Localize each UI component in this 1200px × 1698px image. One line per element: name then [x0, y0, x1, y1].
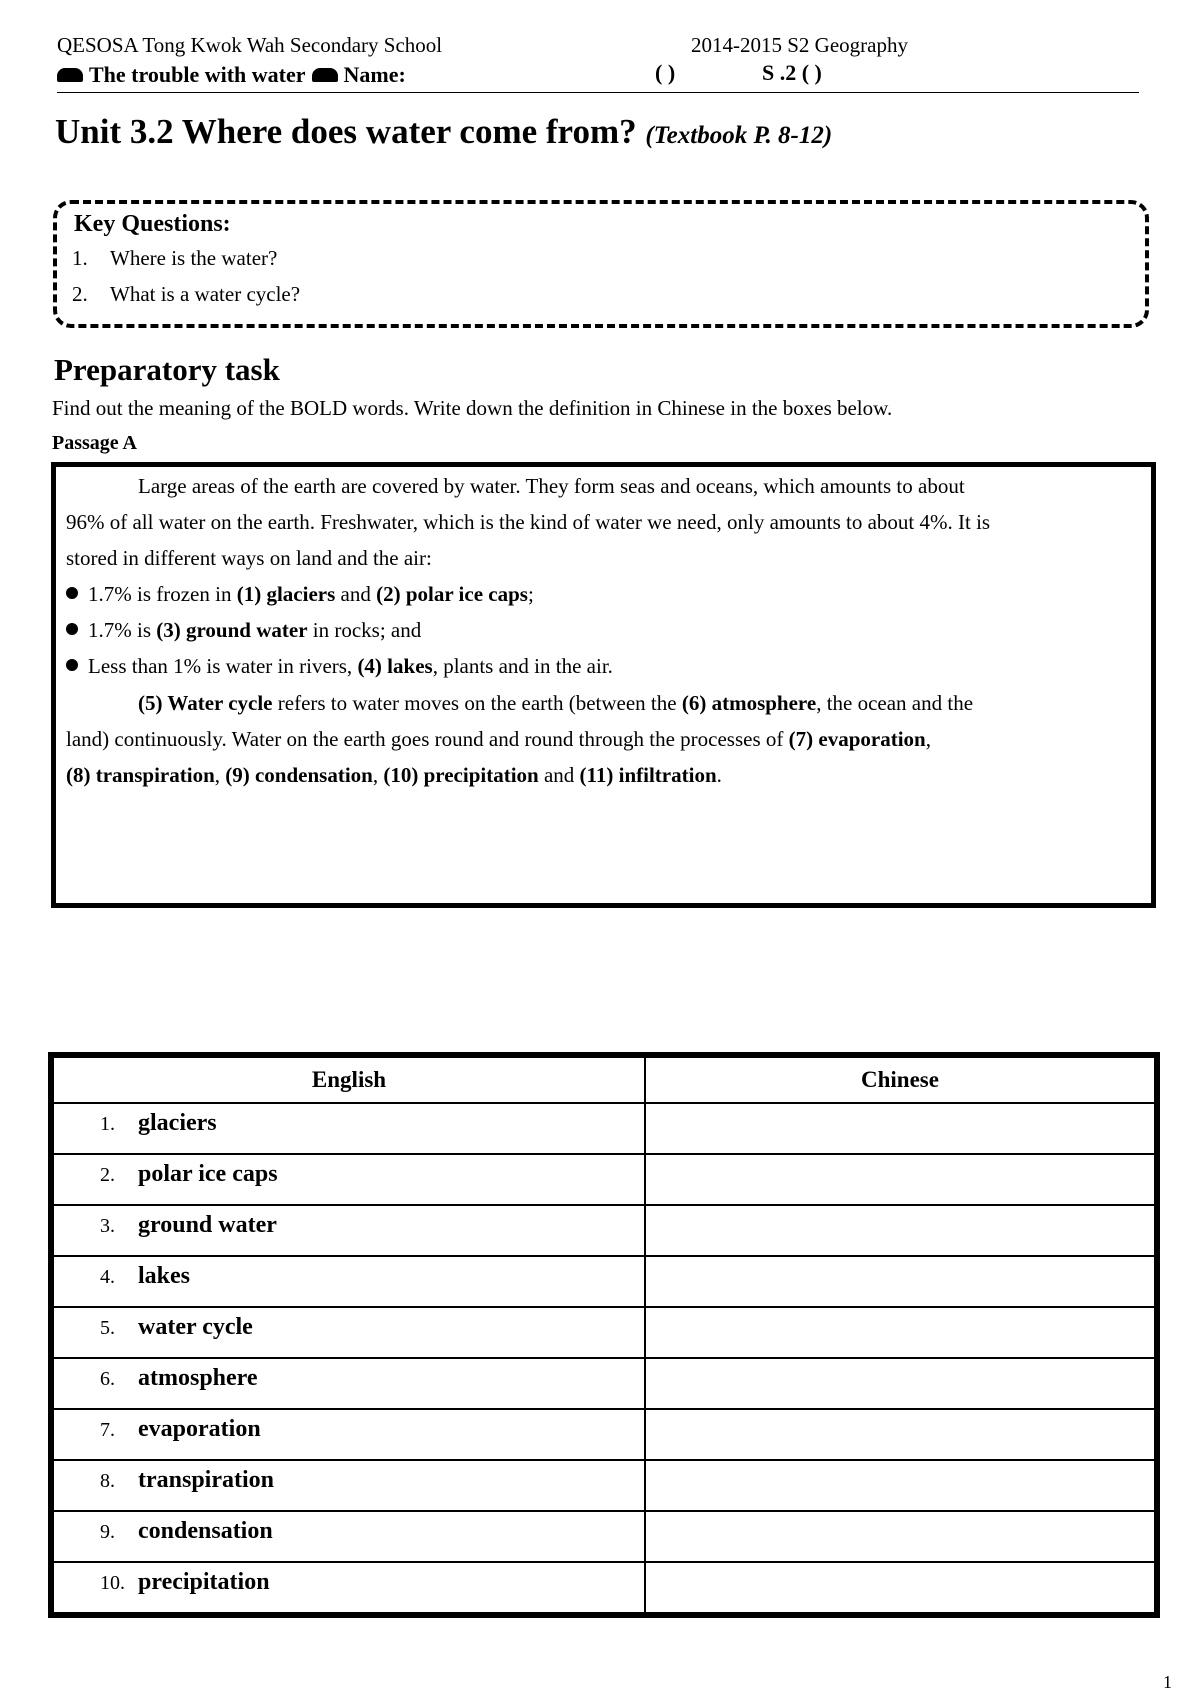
- table-row: [51, 1307, 1157, 1358]
- passage-text: .: [716, 763, 722, 787]
- vocabulary-table: [48, 1052, 1160, 1618]
- task-instruction: Find out the meaning of the BOLD words. Write down the definition in Chinese in the boxes below.: [52, 396, 893, 420]
- term-text: atmosphere: [138, 1365, 258, 1391]
- key-question-item: [72, 282, 300, 307]
- passage-text: , the ocean and the: [816, 691, 974, 715]
- term-number: 2.: [100, 1164, 115, 1186]
- term-number: 8.: [100, 1470, 115, 1492]
- chinese-answer-cell[interactable]: [645, 1205, 1157, 1256]
- passage-line: stored in different ways on land and the air:: [66, 546, 432, 570]
- name-label: Name:: [343, 61, 406, 87]
- class-number-field[interactable]: ( ): [655, 60, 676, 85]
- bullet-icon: [66, 587, 78, 599]
- bullet-icon: [66, 623, 78, 635]
- key-term: (2) polar ice caps: [376, 582, 528, 606]
- page-number: 1: [1163, 1672, 1172, 1692]
- key-questions-title: Key Questions:: [74, 211, 231, 237]
- chinese-answer-cell[interactable]: [645, 1256, 1157, 1307]
- term-text: polar ice caps: [138, 1161, 278, 1187]
- english-term-cell: [51, 1511, 645, 1562]
- key-question-text: Where is the water?: [110, 246, 278, 270]
- water-drop-icon: [57, 68, 83, 82]
- passage-text: , plants and in the air.: [432, 654, 613, 678]
- term-number: 9.: [100, 1521, 115, 1543]
- school-name: QESOSA Tong Kwok Wah Secondary School: [57, 33, 443, 57]
- textbook-reference: (Textbook P. 8-12): [645, 122, 833, 149]
- passage-line: [138, 691, 973, 716]
- key-term: (4) lakes: [357, 654, 433, 678]
- chinese-answer-cell[interactable]: [645, 1307, 1157, 1358]
- english-column-header: English: [51, 1055, 645, 1103]
- passage-text: 1.7% is: [88, 618, 157, 642]
- passage-text: 1.7% is frozen in: [88, 582, 237, 606]
- passage-bullet: [66, 618, 421, 643]
- key-term: (6) atmosphere: [681, 691, 817, 715]
- key-term: (9) condensation: [225, 763, 373, 787]
- key-term: (10) precipitation: [383, 763, 539, 787]
- passage-text: ,: [214, 763, 226, 787]
- unit-heading: Unit 3.2 Where does water come from?: [55, 112, 637, 151]
- passage-text: ;: [527, 582, 534, 606]
- chinese-answer-cell[interactable]: [645, 1511, 1157, 1562]
- table-row: [51, 1103, 1157, 1154]
- term-text: evaporation: [138, 1416, 261, 1442]
- passage-text: ,: [372, 763, 384, 787]
- term-number: 5.: [100, 1317, 115, 1339]
- chinese-answer-cell[interactable]: [645, 1562, 1157, 1615]
- passage-text: land) continuously. Water on the earth goes round and round through the processes of: [66, 727, 789, 751]
- english-term-cell: [51, 1307, 645, 1358]
- key-term: (5) Water cycle: [138, 691, 273, 715]
- table-row: [51, 1154, 1157, 1205]
- term-number: 3.: [100, 1215, 115, 1237]
- term-number: 1.: [100, 1113, 115, 1135]
- term-number: 10.: [100, 1572, 125, 1594]
- passage-bullet: [66, 654, 613, 679]
- key-term: (3) ground water: [156, 618, 308, 642]
- passage-text: refers to water moves on the earth (between the: [272, 691, 682, 715]
- term-text: condensation: [138, 1518, 273, 1544]
- passage-line: 96% of all water on the earth. Freshwater, which is the kind of water we need, only amounts to about 4%. It is: [66, 510, 991, 534]
- key-term: (7) evaporation: [788, 727, 926, 751]
- key-question-number: 1.: [72, 246, 88, 270]
- passage-label: Passage A: [52, 432, 137, 454]
- passage-text: in rocks; and: [307, 618, 422, 642]
- chinese-column-header: Chinese: [645, 1055, 1157, 1103]
- table-row: [51, 1205, 1157, 1256]
- key-term: (1) glaciers: [236, 582, 336, 606]
- water-drop-icon: [312, 68, 338, 82]
- term-number: 4.: [100, 1266, 115, 1288]
- table-header-row: [51, 1055, 1157, 1103]
- english-term-cell: [51, 1103, 645, 1154]
- english-term-cell: [51, 1460, 645, 1511]
- term-number: 7.: [100, 1419, 115, 1441]
- header-divider: [57, 92, 1139, 93]
- topic-title: The trouble with water: [89, 61, 306, 87]
- key-question-number: 2.: [72, 282, 88, 306]
- table-row: [51, 1562, 1157, 1615]
- table-row: [51, 1460, 1157, 1511]
- term-text: ground water: [138, 1212, 277, 1238]
- year-subject: 2014-2015 S2 Geography: [691, 33, 908, 57]
- table-row: [51, 1409, 1157, 1460]
- chinese-answer-cell[interactable]: [645, 1358, 1157, 1409]
- table-row: [51, 1511, 1157, 1562]
- passage-line: [66, 763, 722, 788]
- topic-row: [57, 60, 406, 88]
- key-question-item: [72, 246, 277, 271]
- passage-bullet: [66, 582, 534, 607]
- passage-line: Large areas of the earth are covered by water. They form seas and oceans, which amounts to about: [138, 474, 965, 498]
- term-number: 6.: [100, 1368, 115, 1390]
- passage-text: ,: [925, 727, 931, 751]
- english-term-cell: [51, 1562, 645, 1615]
- term-text: water cycle: [138, 1314, 253, 1340]
- passage-text: and: [538, 763, 580, 787]
- english-term-cell: [51, 1256, 645, 1307]
- key-term: (11) infiltration: [579, 763, 717, 787]
- english-term-cell: [51, 1409, 645, 1460]
- term-text: lakes: [138, 1263, 191, 1289]
- unit-title: [55, 112, 832, 152]
- chinese-answer-cell[interactable]: [645, 1460, 1157, 1511]
- term-text: glaciers: [138, 1110, 217, 1136]
- class-field[interactable]: S .2 ( ): [762, 60, 822, 85]
- term-text: precipitation: [138, 1569, 270, 1595]
- chinese-answer-cell[interactable]: [645, 1409, 1157, 1460]
- chinese-answer-cell[interactable]: [645, 1154, 1157, 1205]
- table-row: [51, 1256, 1157, 1307]
- english-term-cell: [51, 1358, 645, 1409]
- preparatory-task-title: Preparatory task: [54, 352, 280, 387]
- passage-line: [66, 727, 931, 752]
- key-question-text: What is a water cycle?: [110, 282, 301, 306]
- key-term: (8) transpiration: [66, 763, 215, 787]
- passage-text: and: [335, 582, 377, 606]
- table-row: [51, 1358, 1157, 1409]
- english-term-cell: [51, 1154, 645, 1205]
- term-text: transpiration: [138, 1467, 275, 1493]
- passage-text: Less than 1% is water in rivers,: [88, 654, 358, 678]
- bullet-icon: [66, 659, 78, 671]
- english-term-cell: [51, 1205, 645, 1256]
- chinese-answer-cell[interactable]: [645, 1103, 1157, 1154]
